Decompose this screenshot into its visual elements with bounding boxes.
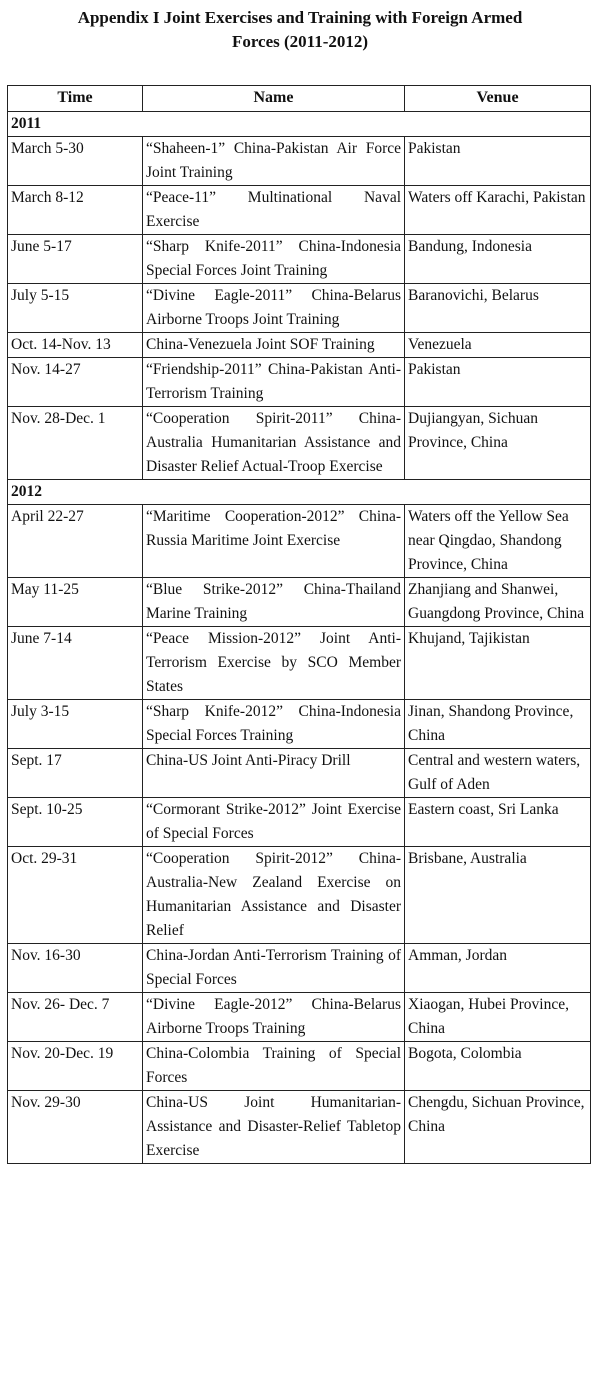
- header-name: Name: [143, 86, 405, 112]
- header-venue: Venue: [405, 86, 591, 112]
- header-time: Time: [8, 86, 143, 112]
- time-cell: April 22-27: [8, 505, 143, 578]
- table-row: [8, 1091, 591, 1164]
- time-cell: Sept. 10-25: [8, 798, 143, 847]
- time-cell: March 8-12: [8, 186, 143, 235]
- table-row: [8, 798, 591, 847]
- time-cell: Nov. 28-Dec. 1: [8, 407, 143, 480]
- table-row: [8, 333, 591, 358]
- name-cell: China-US Joint Humanitarian-Assistance and Disaster-Relief Tabletop Exercise: [143, 1091, 405, 1164]
- name-cell: “Maritime Cooperation-2012” China-Russia Maritime Joint Exercise: [143, 505, 405, 578]
- name-cell: “Peace Mission-2012” Joint Anti-Terrorism Exercise by SCO Member States: [143, 627, 405, 700]
- page-title: [0, 6, 600, 54]
- venue-cell: Bogota, Colombia: [405, 1042, 591, 1091]
- name-cell: “Peace-11” Multinational Naval Exercise: [143, 186, 405, 235]
- title-line-2: Forces (2011-2012): [231, 32, 369, 51]
- name-cell: “Friendship-2011” China-Pakistan Anti-Terrorism Training: [143, 358, 405, 407]
- time-cell: Nov. 20-Dec. 19: [8, 1042, 143, 1091]
- time-cell: March 5-30: [8, 137, 143, 186]
- exercises-table: [7, 85, 591, 1164]
- venue-cell: Zhanjiang and Shanwei, Guangdong Province, China: [405, 578, 591, 627]
- venue-cell: Jinan, Shandong Province, China: [405, 700, 591, 749]
- venue-cell: Pakistan: [405, 358, 591, 407]
- venue-cell: Xiaogan, Hubei Province, China: [405, 993, 591, 1042]
- venue-cell: Waters off the Yellow Sea near Qingdao, Shandong Province, China: [405, 505, 591, 578]
- name-cell: “Divine Eagle-2011” China-Belarus Airborne Troops Joint Training: [143, 284, 405, 333]
- table-row: [8, 235, 591, 284]
- table-row: [8, 749, 591, 798]
- table-row: [8, 627, 591, 700]
- venue-cell: Brisbane, Australia: [405, 847, 591, 944]
- time-cell: Oct. 29-31: [8, 847, 143, 944]
- name-cell: “Shaheen-1” China-Pakistan Air Force Joint Training: [143, 137, 405, 186]
- time-cell: Nov. 26- Dec. 7: [8, 993, 143, 1042]
- time-cell: July 5-15: [8, 284, 143, 333]
- venue-cell: Baranovichi, Belarus: [405, 284, 591, 333]
- table-row: [8, 1042, 591, 1091]
- time-cell: Nov. 16-30: [8, 944, 143, 993]
- year-row-2012: [8, 480, 591, 505]
- venue-cell: Pakistan: [405, 137, 591, 186]
- venue-cell: Bandung, Indonesia: [405, 235, 591, 284]
- table-row: [8, 578, 591, 627]
- time-cell: Sept. 17: [8, 749, 143, 798]
- title-line-1: Appendix I Joint Exercises and Training with Foreign Armed: [77, 8, 523, 27]
- venue-cell: Waters off Karachi, Pakistan: [405, 186, 591, 235]
- time-cell: Oct. 14-Nov. 13: [8, 333, 143, 358]
- table-row: [8, 137, 591, 186]
- name-cell: China-Jordan Anti-Terrorism Training of Special Forces: [143, 944, 405, 993]
- table-row: [8, 944, 591, 993]
- time-cell: Nov. 29-30: [8, 1091, 143, 1164]
- name-cell: “Cooperation Spirit-2011” China-Australia Humanitarian Assistance and Disaster Relief Actual-Troop Exercise: [143, 407, 405, 480]
- name-cell: China-Venezuela Joint SOF Training: [143, 333, 405, 358]
- venue-cell: Khujand, Tajikistan: [405, 627, 591, 700]
- time-cell: July 3-15: [8, 700, 143, 749]
- name-cell: China-US Joint Anti-Piracy Drill: [143, 749, 405, 798]
- name-cell: China-Colombia Training of Special Forces: [143, 1042, 405, 1091]
- table-row: [8, 284, 591, 333]
- venue-cell: Amman, Jordan: [405, 944, 591, 993]
- name-cell: “Blue Strike-2012” China-Thailand Marine Training: [143, 578, 405, 627]
- name-cell: “Divine Eagle-2012” China-Belarus Airborne Troops Training: [143, 993, 405, 1042]
- venue-cell: Central and western waters, Gulf of Aden: [405, 749, 591, 798]
- name-cell: “Cormorant Strike-2012” Joint Exercise of Special Forces: [143, 798, 405, 847]
- venue-cell: Dujiangyan, Sichuan Province, China: [405, 407, 591, 480]
- table-row: [8, 358, 591, 407]
- table-row: [8, 186, 591, 235]
- venue-cell: Venezuela: [405, 333, 591, 358]
- table-body: [8, 112, 591, 1164]
- time-cell: Nov. 14-27: [8, 358, 143, 407]
- table-row: [8, 407, 591, 480]
- venue-cell: Chengdu, Sichuan Province, China: [405, 1091, 591, 1164]
- time-cell: June 5-17: [8, 235, 143, 284]
- year-label: 2012: [8, 480, 591, 505]
- name-cell: “Cooperation Spirit-2012” China-Australia-New Zealand Exercise on Humanitarian Assistance and Disaster Relief: [143, 847, 405, 944]
- time-cell: May 11-25: [8, 578, 143, 627]
- venue-cell: Eastern coast, Sri Lanka: [405, 798, 591, 847]
- table-row: [8, 700, 591, 749]
- year-label: 2011: [8, 112, 591, 137]
- table-row: [8, 505, 591, 578]
- name-cell: “Sharp Knife-2011” China-Indonesia Special Forces Joint Training: [143, 235, 405, 284]
- header-row: [8, 86, 591, 112]
- table-row: [8, 847, 591, 944]
- name-cell: “Sharp Knife-2012” China-Indonesia Special Forces Training: [143, 700, 405, 749]
- year-row-2011: [8, 112, 591, 137]
- table-row: [8, 993, 591, 1042]
- time-cell: June 7-14: [8, 627, 143, 700]
